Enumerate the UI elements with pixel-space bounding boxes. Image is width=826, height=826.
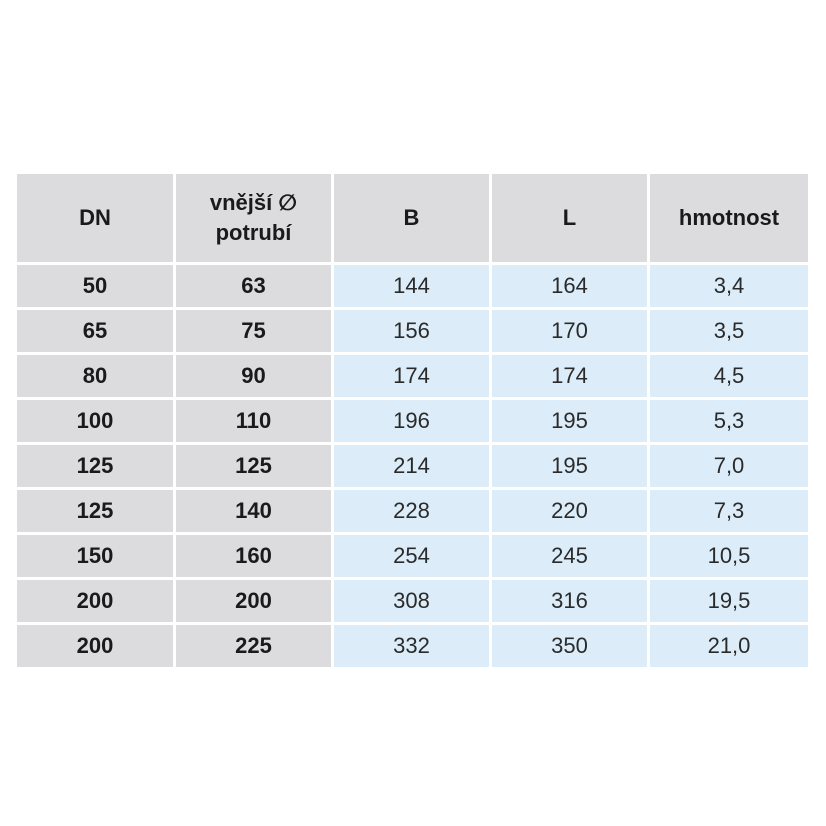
cell-weight: 3,4 (650, 265, 808, 307)
cell-weight: 4,5 (650, 355, 808, 397)
cell-weight: 5,3 (650, 400, 808, 442)
dimensions-table (14, 171, 811, 670)
cell-l: 170 (492, 310, 647, 352)
cell-weight: 7,0 (650, 445, 808, 487)
cell-weight: 3,5 (650, 310, 808, 352)
cell-outer-diameter: 225 (176, 625, 331, 667)
header-outer-diameter-line2: potrubí (215, 220, 292, 245)
cell-outer-diameter: 200 (176, 580, 331, 622)
cell-dn: 200 (17, 625, 173, 667)
header-dn: DN (17, 174, 173, 262)
header-row (17, 174, 808, 262)
cell-weight: 10,5 (650, 535, 808, 577)
table-row (17, 265, 808, 307)
table-row (17, 625, 808, 667)
table-body (17, 265, 808, 667)
cell-b: 156 (334, 310, 489, 352)
cell-outer-diameter: 63 (176, 265, 331, 307)
cell-l: 164 (492, 265, 647, 307)
cell-b: 228 (334, 490, 489, 532)
cell-b: 308 (334, 580, 489, 622)
table-row (17, 490, 808, 532)
cell-l: 245 (492, 535, 647, 577)
cell-dn: 125 (17, 490, 173, 532)
header-outer-diameter-line1: vnější ∅ (209, 190, 298, 215)
cell-l: 350 (492, 625, 647, 667)
cell-b: 214 (334, 445, 489, 487)
cell-outer-diameter: 140 (176, 490, 331, 532)
header-weight: hmotnost (650, 174, 808, 262)
cell-l: 174 (492, 355, 647, 397)
table-row (17, 355, 808, 397)
cell-dn: 125 (17, 445, 173, 487)
cell-outer-diameter: 125 (176, 445, 331, 487)
cell-weight: 7,3 (650, 490, 808, 532)
header-outer-diameter (176, 174, 331, 262)
cell-outer-diameter: 90 (176, 355, 331, 397)
cell-dn: 150 (17, 535, 173, 577)
cell-dn: 100 (17, 400, 173, 442)
cell-weight: 21,0 (650, 625, 808, 667)
cell-dn: 80 (17, 355, 173, 397)
cell-dn: 200 (17, 580, 173, 622)
cell-l: 195 (492, 400, 647, 442)
cell-outer-diameter: 110 (176, 400, 331, 442)
cell-dn: 65 (17, 310, 173, 352)
cell-outer-diameter: 160 (176, 535, 331, 577)
header-b: B (334, 174, 489, 262)
cell-l: 195 (492, 445, 647, 487)
table-row (17, 445, 808, 487)
table-row (17, 535, 808, 577)
header-l: L (492, 174, 647, 262)
cell-l: 316 (492, 580, 647, 622)
cell-b: 254 (334, 535, 489, 577)
cell-b: 174 (334, 355, 489, 397)
table-row (17, 310, 808, 352)
table-row (17, 580, 808, 622)
cell-l: 220 (492, 490, 647, 532)
cell-outer-diameter: 75 (176, 310, 331, 352)
cell-b: 196 (334, 400, 489, 442)
table-row (17, 400, 808, 442)
cell-b: 332 (334, 625, 489, 667)
cell-dn: 50 (17, 265, 173, 307)
cell-weight: 19,5 (650, 580, 808, 622)
cell-b: 144 (334, 265, 489, 307)
